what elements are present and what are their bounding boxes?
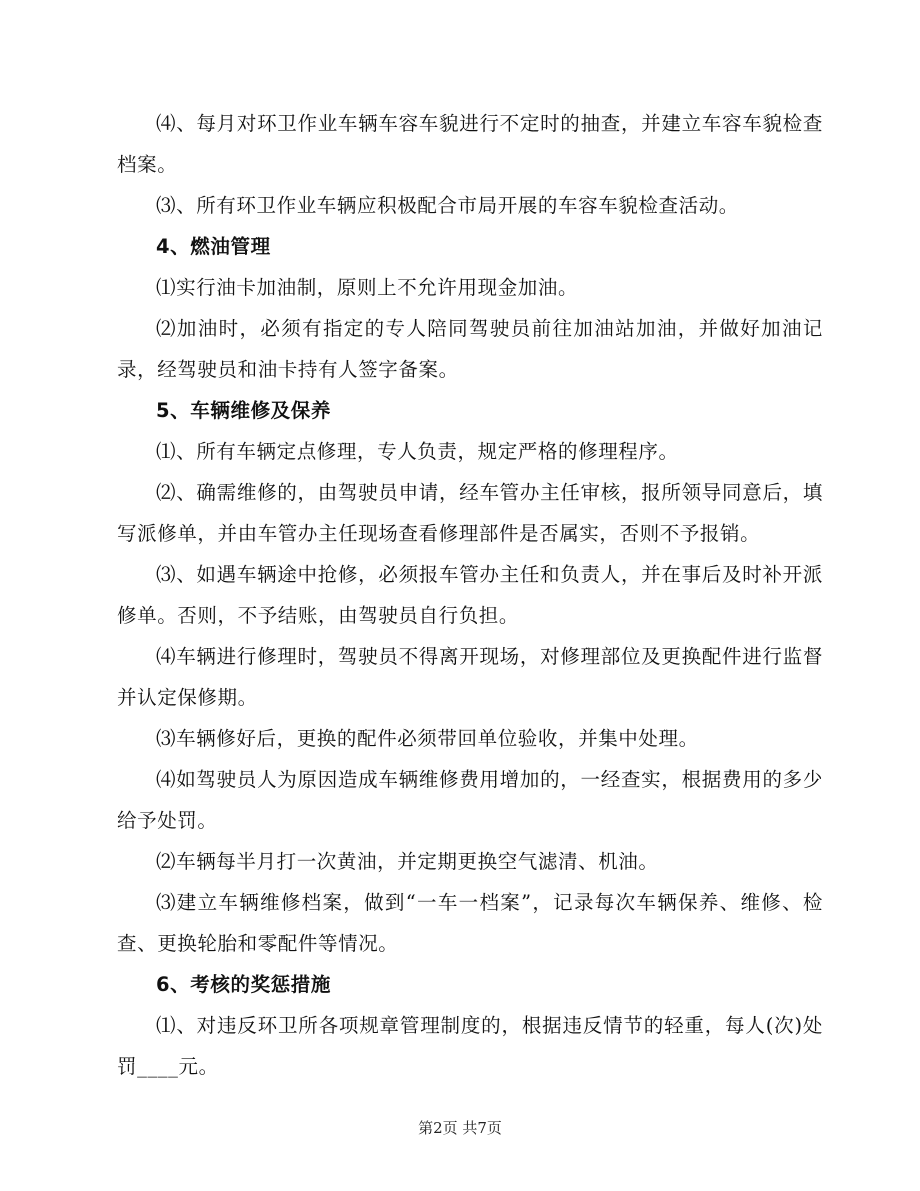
section-heading-fuel-management: 4、燃油管理 [156, 235, 271, 258]
paragraph-fixed-repair: ⑴、所有车辆定点修理，专人负责，规定严格的修理程序。 [156, 440, 679, 463]
paragraph-emergency-repair: ⑶、如遇车辆途中抢修，必须报车管办主任和负责人，并在事后及时补开派修单。否则，不予结账，由驾驶员自行负担。 [117, 563, 823, 627]
paragraph-repair-supervision: ⑷车辆进行修理时，驾驶员不得离开现场，对修理部位及更换配件进行监督并认定保修期。 [117, 645, 823, 709]
paragraph-repair-application: ⑵、确需维修的，由驾驶员申请，经车管办主任审核，报所领导同意后，填写派修单，并由车管办主任现场查看修理部件是否属实，否则不予报销。 [117, 481, 823, 545]
document-body [117, 103, 823, 1087]
paragraph-4-monthly-inspection: ⑷、每月对环卫作业车辆车容车貌进行不定时的抽查，并建立车容车貌检查档案。 [117, 112, 823, 176]
paragraph-refuel-escort: ⑵加油时，必须有指定的专人陪同驾驶员前往加油站加油，并做好加油记录，经驾驶员和油卡持有人签字备案。 [117, 317, 823, 381]
paragraph-3-cooperate-inspection: ⑶、所有环卫作业车辆应积极配合市局开展的车容车貌检查活动。 [156, 194, 739, 217]
paragraph-maintenance-records: ⑶建立车辆维修档案，做到“一车一档案”，记录每次车辆保养、维修、检查、更换轮胎和零配件等情况。 [117, 891, 823, 955]
paragraph-parts-return: ⑶车辆修好后，更换的配件必须带回单位验收，并集中处理。 [156, 727, 699, 750]
paragraph-fuel-card: ⑴实行油卡加油制，原则上不允许用现金加油。 [156, 276, 579, 299]
section-heading-vehicle-maintenance: 5、车辆维修及保养 [156, 399, 331, 422]
page-number: 第2页 共7页 [418, 1119, 502, 1137]
paragraph-lubrication: ⑵车辆每半月打一次黄油，并定期更换空气滤清、机油。 [156, 850, 659, 873]
section-heading-rewards-penalties: 6、考核的奖惩措施 [156, 973, 331, 996]
paragraph-driver-penalty: ⑷如驾驶员人为原因造成车辆维修费用增加的，一经查实，根据费用的多少给予处罚。 [117, 768, 823, 832]
paragraph-violation-fine: ⑴、对违反环卫所各项规章管理制度的，根据违反情节的轻重，每人(次)处罚____元。 [117, 1014, 823, 1078]
